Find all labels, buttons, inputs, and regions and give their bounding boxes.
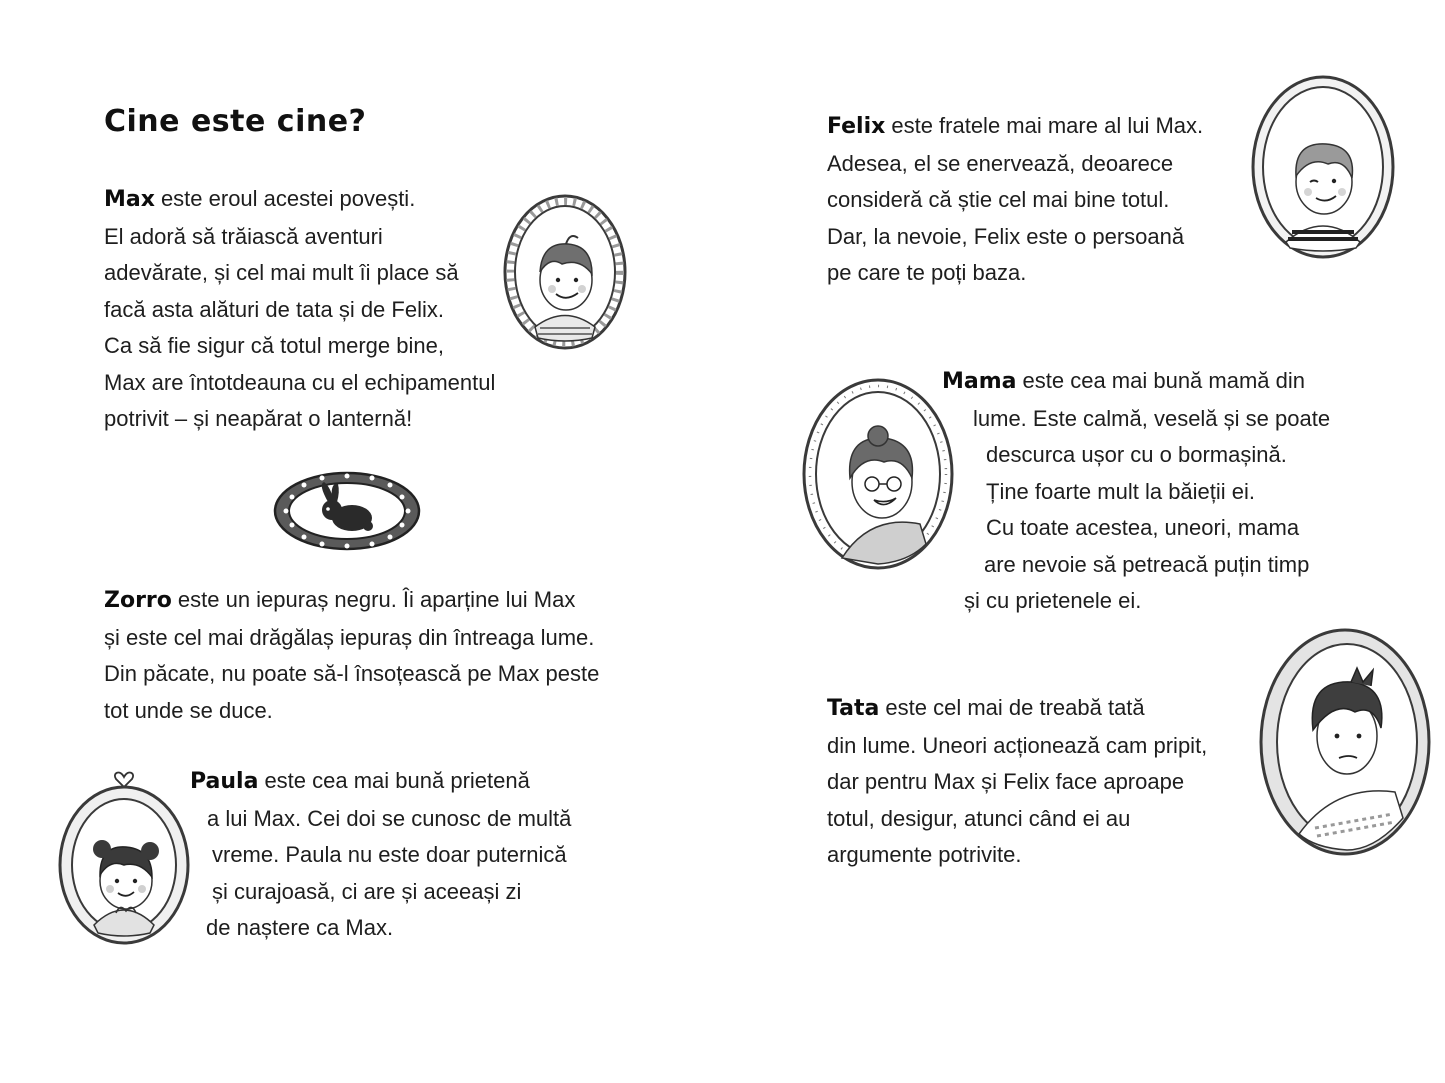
text-line: Max este eroul acestei povești. xyxy=(104,186,416,212)
text-line: facă asta alături de tata și de Felix. xyxy=(104,296,444,322)
text-line: din lume. Uneori acționează cam pripit, xyxy=(827,732,1208,758)
character-name-felix: Felix xyxy=(827,114,886,139)
text-line: descurca ușor cu o bormașină. xyxy=(986,442,1287,467)
felix-portrait-icon xyxy=(1248,72,1398,262)
zorro-description xyxy=(104,582,599,729)
text-line: vreme. Paula nu este doar puternică xyxy=(212,842,567,867)
text-line: și cu prietenele ei. xyxy=(964,588,1142,613)
text-line: potrivit – și neapărat o lanternă! xyxy=(104,406,413,431)
page-title: Cine este cine? xyxy=(104,104,367,139)
text-line: Din păcate, nu poate să-l însoțească pe Max peste xyxy=(104,661,600,686)
max-description xyxy=(104,181,495,438)
text-line: și este cel mai drăgălaș iepuraș din întreaga lume. xyxy=(104,624,595,650)
text-line: Mama este cea mai bună mamă din xyxy=(942,368,1306,394)
felix-description xyxy=(827,108,1203,292)
text-line: El adoră să trăiască aventuri xyxy=(104,223,383,249)
tata-portrait-icon xyxy=(1255,624,1435,864)
character-name-tata: Tata xyxy=(827,696,880,721)
text-line: consideră că știe cel mai bine totul. xyxy=(827,187,1170,212)
tata-description xyxy=(827,690,1207,874)
text-line: a lui Max. Cei doi se cunosc de multă xyxy=(207,805,572,831)
text-line: dar pentru Max și Felix face aproape xyxy=(827,769,1185,794)
text-line: totul, desigur, atunci când ei au xyxy=(827,805,1131,831)
rabbit-portrait-icon xyxy=(272,470,422,552)
text-line: Ca să fie sigur că totul merge bine, xyxy=(104,333,444,358)
text-line: Tata este cel mai de treabă tată xyxy=(827,695,1145,721)
character-name-mama: Mama xyxy=(942,369,1017,394)
text-line: Adesea, el se enervează, deoarece xyxy=(827,150,1174,176)
mama-description xyxy=(942,363,1330,620)
text-line: Paula este cea mai bună prietenă xyxy=(190,768,530,794)
text-line: Max are întotdeauna cu el echipamentul xyxy=(104,369,496,395)
text-line: Cu toate acestea, uneori, mama xyxy=(986,515,1300,540)
max-portrait-icon xyxy=(500,192,630,352)
mama-portrait-icon xyxy=(798,374,958,574)
text-line: Ține foarte mult la băieții ei. xyxy=(986,478,1256,504)
text-line: tot unde se duce. xyxy=(104,697,273,723)
text-line: și curajoasă, ci are și aceeași zi xyxy=(212,878,522,904)
text-line: de naștere ca Max. xyxy=(206,915,394,940)
text-line: lume. Este calmă, veselă și se poate xyxy=(973,405,1331,431)
paula-description xyxy=(190,763,571,947)
text-line: adevărate, și cel mai mult îi place să xyxy=(104,260,459,285)
text-line: Dar, la nevoie, Felix este o persoană xyxy=(827,223,1185,249)
text-line: pe care te poți baza. xyxy=(827,260,1027,285)
text-line: are nevoie să petreacă puțin timp xyxy=(984,551,1310,577)
character-name-max: Max xyxy=(104,187,155,212)
character-name-zorro: Zorro xyxy=(104,588,172,613)
text-line: argumente potrivite. xyxy=(827,842,1022,867)
character-name-paula: Paula xyxy=(190,769,259,794)
text-line: Zorro este un iepuraș negru. Îi aparține lui Max xyxy=(104,587,576,613)
paula-portrait-icon xyxy=(54,765,194,947)
text-line: Felix este fratele mai mare al lui Max. xyxy=(827,113,1204,139)
